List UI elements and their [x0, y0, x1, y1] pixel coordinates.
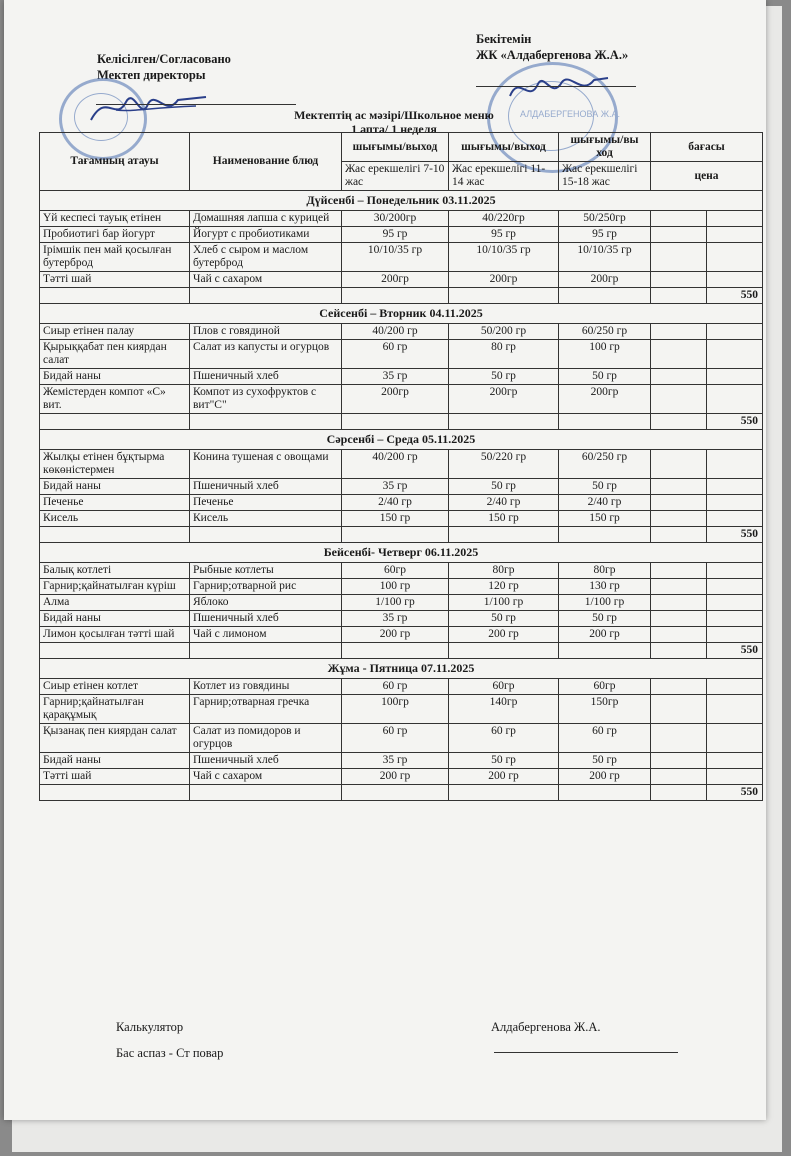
price-cell	[651, 563, 707, 579]
price-cell	[707, 272, 763, 288]
output-15-18: 200 гр	[559, 627, 651, 643]
output-15-18: 60/250 гр	[559, 450, 651, 479]
empty-cell	[40, 785, 190, 801]
day-price: 550	[707, 643, 763, 659]
dish-kz: Бидай наны	[40, 611, 190, 627]
output-7-10: 60 гр	[342, 340, 449, 369]
day-total-row	[40, 785, 763, 801]
dish-kz: Үй кеспесі тауық етінен	[40, 211, 190, 227]
dish-kz: Жылқы етінен бұқтырма көкөністермен	[40, 450, 190, 479]
dish-kz: Пробиотигі бар йогурт	[40, 227, 190, 243]
price-cell	[707, 369, 763, 385]
price-cell	[707, 753, 763, 769]
output-11-14: 200 гр	[449, 627, 559, 643]
output-11-14: 1/100 гр	[449, 595, 559, 611]
empty-cell	[651, 527, 707, 543]
price-cell	[651, 385, 707, 414]
dish-kz: Бидай наны	[40, 753, 190, 769]
col-price-kz: бағасы	[651, 133, 763, 162]
day-row	[40, 543, 763, 563]
dish-kz: Қызанақ пен киярдан салат	[40, 724, 190, 753]
day-row	[40, 659, 763, 679]
dish-kz: Сиыр етінен котлет	[40, 679, 190, 695]
dish-ru: Чай с сахаром	[190, 769, 342, 785]
day-title: Жұма - Пятница 07.11.2025	[40, 659, 763, 679]
dish-ru: Салат из капусты и огурцов	[190, 340, 342, 369]
output-11-14: 50 гр	[449, 369, 559, 385]
output-15-18: 130 гр	[559, 579, 651, 595]
price-cell	[707, 595, 763, 611]
menu-item-row	[40, 511, 763, 527]
dish-ru: Хлеб с сыром и маслом бутерброд	[190, 243, 342, 272]
dish-kz: Гарнир;қайнатылған күріш	[40, 579, 190, 595]
output-11-14: 95 гр	[449, 227, 559, 243]
empty-cell	[449, 643, 559, 659]
menu-item-row	[40, 753, 763, 769]
output-11-14: 2/40 гр	[449, 495, 559, 511]
output-7-10: 35 гр	[342, 753, 449, 769]
empty-cell	[449, 527, 559, 543]
dish-ru: Плов с говядиной	[190, 324, 342, 340]
dish-kz: Бидай наны	[40, 369, 190, 385]
dish-ru: Пшеничный хлеб	[190, 753, 342, 769]
price-cell	[707, 479, 763, 495]
output-15-18: 95 гр	[559, 227, 651, 243]
menu-item-row	[40, 369, 763, 385]
empty-cell	[651, 414, 707, 430]
empty-cell	[40, 527, 190, 543]
price-cell	[707, 495, 763, 511]
day-price: 550	[707, 288, 763, 304]
footer-signer-name: Алдабергенова Ж.А.	[491, 1020, 601, 1034]
col-price-ru: цена	[651, 162, 763, 191]
output-11-14: 50/220 гр	[449, 450, 559, 479]
dish-kz: Балық котлеті	[40, 563, 190, 579]
day-row	[40, 304, 763, 324]
output-7-10: 200гр	[342, 272, 449, 288]
empty-cell	[190, 527, 342, 543]
price-cell	[707, 769, 763, 785]
output-7-10: 150 гр	[342, 511, 449, 527]
output-7-10: 35 гр	[342, 479, 449, 495]
menu-item-row	[40, 563, 763, 579]
output-7-10: 35 гр	[342, 369, 449, 385]
output-11-14: 200 гр	[449, 769, 559, 785]
empty-cell	[559, 527, 651, 543]
output-11-14: 80гр	[449, 563, 559, 579]
menu-item-row	[40, 211, 763, 227]
menu-item-row	[40, 385, 763, 414]
dish-kz: Тәтті шай	[40, 272, 190, 288]
output-11-14: 80 гр	[449, 340, 559, 369]
day-price: 550	[707, 527, 763, 543]
dish-kz: Жемістерден компот «С» вит.	[40, 385, 190, 414]
menu-item-row	[40, 340, 763, 369]
dish-ru: Домашняя лапша с курицей	[190, 211, 342, 227]
dish-kz: Бидай наны	[40, 479, 190, 495]
col-output-1: шығымы/выход	[342, 133, 449, 162]
output-11-14: 50 гр	[449, 479, 559, 495]
dish-kz: Лимон қосылған тәтті шай	[40, 627, 190, 643]
empty-cell	[40, 288, 190, 304]
menu-item-row	[40, 579, 763, 595]
output-15-18: 50 гр	[559, 611, 651, 627]
output-11-14: 60 гр	[449, 724, 559, 753]
output-15-18: 1/100 гр	[559, 595, 651, 611]
dish-kz: Тәтті шай	[40, 769, 190, 785]
output-11-14: 200гр	[449, 385, 559, 414]
output-11-14: 50 гр	[449, 611, 559, 627]
output-7-10: 60 гр	[342, 724, 449, 753]
dish-kz: Алма	[40, 595, 190, 611]
price-cell	[707, 324, 763, 340]
menu-item-row	[40, 595, 763, 611]
approved-label: Бекітемін	[476, 32, 532, 46]
day-total-row	[40, 643, 763, 659]
output-11-14: 120 гр	[449, 579, 559, 595]
day-title: Сәрсенбі – Среда 05.11.2025	[40, 430, 763, 450]
dish-ru: Салат из помидоров и огурцов	[190, 724, 342, 753]
output-7-10: 200 гр	[342, 769, 449, 785]
day-title: Бейсенбі- Четверг 06.11.2025	[40, 543, 763, 563]
menu-item-row	[40, 450, 763, 479]
output-15-18: 2/40 гр	[559, 495, 651, 511]
dish-kz: Ірімшік пен май қосылған бутерброд	[40, 243, 190, 272]
price-cell	[651, 753, 707, 769]
price-cell	[651, 324, 707, 340]
output-11-14: 150 гр	[449, 511, 559, 527]
output-11-14: 60гр	[449, 679, 559, 695]
menu-table	[39, 132, 763, 801]
menu-item-row	[40, 243, 763, 272]
dish-kz: Кисель	[40, 511, 190, 527]
empty-cell	[651, 288, 707, 304]
output-7-10: 1/100 гр	[342, 595, 449, 611]
seal-text: АЛДАБЕРГЕНОВА Ж.А.	[520, 109, 621, 119]
price-cell	[707, 563, 763, 579]
approver-signature	[504, 66, 614, 111]
dish-ru: Печенье	[190, 495, 342, 511]
dish-kz: Печенье	[40, 495, 190, 511]
output-7-10: 10/10/35 гр	[342, 243, 449, 272]
day-title: Сейсенбі – Вторник 04.11.2025	[40, 304, 763, 324]
dish-ru: Пшеничный хлеб	[190, 369, 342, 385]
output-15-18: 60гр	[559, 679, 651, 695]
output-11-14: 140гр	[449, 695, 559, 724]
output-15-18: 60/250 гр	[559, 324, 651, 340]
dish-ru: Рыбные котлеты	[190, 563, 342, 579]
dish-ru: Чай с сахаром	[190, 272, 342, 288]
output-7-10: 40/200 гр	[342, 324, 449, 340]
empty-cell	[190, 414, 342, 430]
empty-cell	[342, 414, 449, 430]
head-cook-label: Бас аспаз - Ст повар	[116, 1046, 224, 1060]
director-signature	[86, 82, 216, 132]
empty-cell	[559, 785, 651, 801]
output-7-10: 40/200 гр	[342, 450, 449, 479]
dish-ru: Гарнир;отварной рис	[190, 579, 342, 595]
price-cell	[707, 579, 763, 595]
empty-cell	[342, 288, 449, 304]
price-cell	[651, 272, 707, 288]
menu-item-row	[40, 272, 763, 288]
empty-cell	[651, 785, 707, 801]
empty-cell	[342, 527, 449, 543]
price-cell	[651, 627, 707, 643]
dish-ru: Конина тушеная с овощами	[190, 450, 342, 479]
dish-kz: Гарнир;қайнатылған қарақұмық	[40, 695, 190, 724]
price-cell	[707, 511, 763, 527]
price-cell	[707, 340, 763, 369]
price-cell	[651, 611, 707, 627]
menu-item-row	[40, 695, 763, 724]
output-15-18: 50/250гр	[559, 211, 651, 227]
output-7-10: 100гр	[342, 695, 449, 724]
price-cell	[651, 369, 707, 385]
price-cell	[651, 679, 707, 695]
empty-cell	[40, 414, 190, 430]
dish-kz: Сиыр етінен палау	[40, 324, 190, 340]
age-group-1: Жас ерекшелігі 7-10 жас	[342, 162, 449, 191]
dish-ru: Чай с лимоном	[190, 627, 342, 643]
output-7-10: 2/40 гр	[342, 495, 449, 511]
output-7-10: 30/200гр	[342, 211, 449, 227]
col-dish-kz: Тағамның атауы	[40, 133, 190, 191]
price-cell	[651, 211, 707, 227]
day-row	[40, 191, 763, 211]
day-title: Дүйсенбі – Понедельник 03.11.2025	[40, 191, 763, 211]
price-cell	[707, 385, 763, 414]
dish-ru: Кисель	[190, 511, 342, 527]
empty-cell	[449, 288, 559, 304]
output-7-10: 95 гр	[342, 227, 449, 243]
price-cell	[651, 769, 707, 785]
price-cell	[707, 211, 763, 227]
day-total-row	[40, 414, 763, 430]
price-cell	[707, 724, 763, 753]
price-cell	[651, 450, 707, 479]
price-cell	[707, 627, 763, 643]
dish-kz: Қырыққабат пен киярдан салат	[40, 340, 190, 369]
empty-cell	[40, 643, 190, 659]
price-cell	[707, 695, 763, 724]
school-director-label: Мектеп директоры	[97, 68, 206, 82]
age-group-2: Жас ерекшелігі 11-14 жас	[449, 162, 559, 191]
calculator-label: Калькулятор	[116, 1020, 184, 1034]
output-15-18: 200гр	[559, 385, 651, 414]
agreed-label: Келісілген/Согласовано	[97, 52, 231, 66]
empty-cell	[190, 785, 342, 801]
output-15-18: 200 гр	[559, 769, 651, 785]
output-15-18: 50 гр	[559, 753, 651, 769]
price-cell	[707, 227, 763, 243]
menu-item-row	[40, 611, 763, 627]
menu-item-row	[40, 479, 763, 495]
approver-signature-line	[476, 86, 636, 87]
output-11-14: 50/200 гр	[449, 324, 559, 340]
output-15-18: 100 гр	[559, 340, 651, 369]
price-cell	[651, 340, 707, 369]
empty-cell	[559, 288, 651, 304]
empty-cell	[449, 414, 559, 430]
menu-item-row	[40, 679, 763, 695]
price-cell	[707, 243, 763, 272]
output-15-18: 60 гр	[559, 724, 651, 753]
day-total-row	[40, 527, 763, 543]
menu-item-row	[40, 627, 763, 643]
output-15-18: 200гр	[559, 272, 651, 288]
price-cell	[651, 511, 707, 527]
price-cell	[651, 579, 707, 595]
dish-ru: Компот из сухофруктов с вит"С"	[190, 385, 342, 414]
price-cell	[651, 695, 707, 724]
menu-item-row	[40, 227, 763, 243]
output-7-10: 35 гр	[342, 611, 449, 627]
output-15-18: 150гр	[559, 695, 651, 724]
menu-item-row	[40, 324, 763, 340]
price-cell	[651, 595, 707, 611]
output-15-18: 150 гр	[559, 511, 651, 527]
output-15-18: 10/10/35 гр	[559, 243, 651, 272]
col-output-3: шығымы/вы ход	[559, 133, 651, 162]
price-cell	[651, 495, 707, 511]
menu-week: 1 апта/ 1 неделя	[351, 122, 437, 136]
age-group-3: Жас ерекшелігі 15-18 жас	[559, 162, 651, 191]
price-cell	[651, 724, 707, 753]
price-cell	[651, 479, 707, 495]
approver-name: ЖК «Алдабергенова Ж.А.»	[476, 48, 629, 62]
empty-cell	[342, 785, 449, 801]
output-7-10: 200гр	[342, 385, 449, 414]
menu-item-row	[40, 724, 763, 753]
empty-cell	[651, 643, 707, 659]
output-15-18: 80гр	[559, 563, 651, 579]
price-cell	[707, 611, 763, 627]
day-total-row	[40, 288, 763, 304]
output-15-18: 50 гр	[559, 369, 651, 385]
empty-cell	[342, 643, 449, 659]
price-cell	[707, 450, 763, 479]
menu-item-row	[40, 495, 763, 511]
price-cell	[651, 243, 707, 272]
footer-signature-line	[494, 1052, 678, 1053]
output-11-14: 50 гр	[449, 753, 559, 769]
empty-cell	[190, 288, 342, 304]
output-11-14: 40/220гр	[449, 211, 559, 227]
dish-ru: Котлет из говядины	[190, 679, 342, 695]
empty-cell	[559, 643, 651, 659]
output-7-10: 100 гр	[342, 579, 449, 595]
output-11-14: 10/10/35 гр	[449, 243, 559, 272]
output-11-14: 200гр	[449, 272, 559, 288]
day-row	[40, 430, 763, 450]
empty-cell	[559, 414, 651, 430]
col-output-2: шығымы/выход	[449, 133, 559, 162]
director-signature-line	[96, 104, 296, 105]
dish-ru: Яблоко	[190, 595, 342, 611]
output-7-10: 60гр	[342, 563, 449, 579]
dish-ru: Пшеничный хлеб	[190, 479, 342, 495]
empty-cell	[190, 643, 342, 659]
menu-document-page	[4, 0, 766, 1120]
price-cell	[707, 679, 763, 695]
header-row	[40, 133, 763, 162]
price-cell	[651, 227, 707, 243]
empty-cell	[449, 785, 559, 801]
col-dish-ru: Наименование блюд	[190, 133, 342, 191]
output-7-10: 60 гр	[342, 679, 449, 695]
day-price: 550	[707, 414, 763, 430]
dish-ru: Йогурт с пробиотиками	[190, 227, 342, 243]
menu-item-row	[40, 769, 763, 785]
dish-ru: Гарнир;отварная гречка	[190, 695, 342, 724]
day-price: 550	[707, 785, 763, 801]
output-15-18: 50 гр	[559, 479, 651, 495]
dish-ru: Пшеничный хлеб	[190, 611, 342, 627]
output-7-10: 200 гр	[342, 627, 449, 643]
menu-title: Мектептің ас мәзірі/Школьное меню	[294, 108, 494, 122]
